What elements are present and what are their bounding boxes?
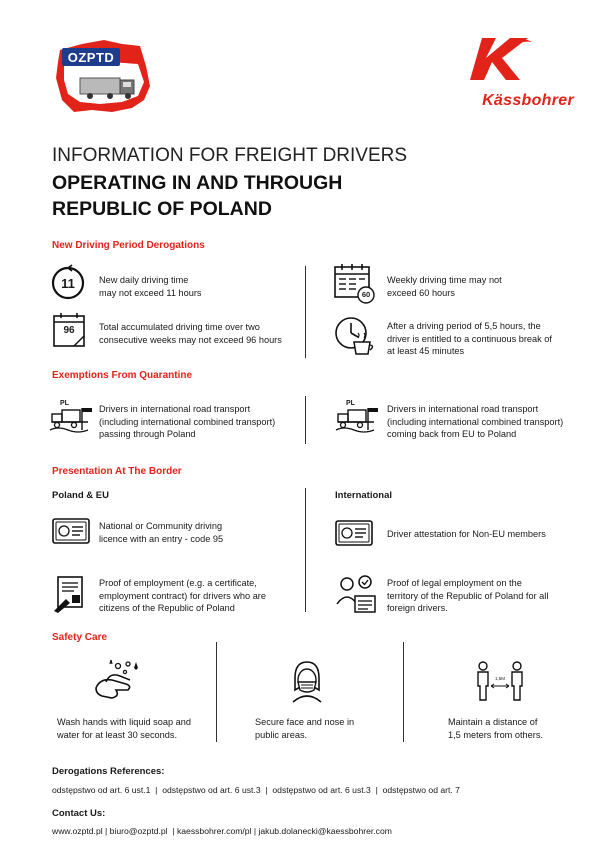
kassbohrer-k-icon [462, 36, 574, 84]
title-line-1: INFORMATION FOR FREIGHT DRIVERS [52, 145, 408, 166]
break-line-1: After a driving period of 5,5 hours, the [387, 321, 541, 331]
border-left-subheading: Poland & EU [52, 490, 110, 501]
licence-line-2: licence with an entry - code 95 [99, 533, 224, 544]
accum-line-1: Total accumulated driving time over two [99, 322, 260, 332]
derogations-heading: New Driving Period Derogations [52, 240, 205, 251]
quarantine-heading: Exemptions From Quarantine [52, 370, 193, 381]
kassbohrer-logo-text: Kässbohrer [482, 92, 574, 109]
quarantine-left-line-2: (including international combined transport) [99, 416, 276, 427]
wash-text [57, 716, 191, 741]
employment-document-icon [52, 575, 90, 613]
distance-line-1: Maintain a distance of [448, 717, 538, 727]
accum-text [99, 321, 282, 346]
calendar-60-icon [334, 263, 374, 303]
daily-line-2: may not exceed 11 hours [99, 287, 202, 298]
legal-employment-icon [335, 574, 377, 614]
break-text [387, 320, 552, 358]
coffee-break-icon [334, 316, 376, 358]
licence-text [99, 520, 223, 545]
wash-line-2: water for at least 30 seconds. [57, 729, 178, 740]
calendar-96-number: 96 [63, 325, 75, 336]
title-line-3: REPUBLIC OF POLAND [52, 198, 272, 220]
weekly-line-1: Weekly driving time may not [387, 275, 502, 285]
ozptd-logo [52, 38, 152, 116]
quarantine-right-line-1: Drivers in international road transport [387, 404, 539, 414]
daily-line-1: New daily driving time [99, 275, 189, 285]
calendar-96-icon [52, 312, 86, 348]
safety-divider-2 [403, 642, 404, 742]
weekly-text [387, 274, 502, 299]
clock-11-icon [50, 264, 86, 300]
pl-label-right: PL [346, 400, 355, 407]
attestation-text: Driver attestation for Non-EU members [387, 529, 546, 539]
attestation-card-icon [335, 520, 373, 546]
face-mask-icon [289, 660, 325, 702]
distance-label: 1,5M [494, 676, 505, 681]
weekly-line-2: exceed 60 hours [387, 287, 455, 298]
employment-line-1: Proof of employment (e.g. a certificate, [99, 578, 257, 588]
quarantine-right-text [387, 403, 563, 441]
quarantine-right-line-2: (including international combined transport) [387, 416, 564, 427]
face-text [255, 716, 354, 741]
legal-line-1: Proof of legal employment on the [387, 578, 522, 588]
border-right-subheading: International [335, 490, 393, 501]
calendar-number: 60 [361, 290, 371, 299]
quarantine-left-line-3: passing through Poland [99, 429, 196, 439]
licence-card-icon [52, 518, 90, 544]
social-distance-icon [475, 660, 525, 702]
kassbohrer-logo [462, 36, 574, 116]
derogations-divider [305, 266, 306, 358]
wash-line-1: Wash hands with liquid soap and [57, 717, 191, 727]
break-line-3: at least 45 minutes [387, 346, 465, 356]
legal-employment-text [387, 577, 548, 615]
title-line-2: OPERATING IN AND THROUGH [52, 172, 343, 194]
daily-text [99, 274, 201, 299]
clock-number: 11 [61, 276, 75, 291]
legal-line-3: foreign drivers. [387, 603, 448, 613]
face-line-2: public areas. [255, 729, 308, 740]
employment-line-3: citizens of the Republic of Poland [99, 603, 235, 613]
distance-text [448, 716, 543, 741]
accum-line-2: consecutive weeks may not exceed 96 hours [99, 334, 282, 345]
contact-text: www.ozptd.pl | biuro@ozptd.pl | kaessbohrer.com/pl | jakub.dolanecki@kaessbohrer.com [52, 826, 392, 836]
safety-heading: Safety Care [52, 632, 108, 643]
references-text: odstępstwo od art. 6 ust.1 | odstępstwo od art. 6 ust.3 | odstępstwo od art. 6 ust.3 | odstępstwo od art. 7 [52, 785, 460, 795]
ozptd-logo-text: OZPTD [67, 50, 115, 65]
contact-heading: Contact Us: [52, 808, 106, 819]
break-line-2: driver is entitled to a continuous break of [387, 333, 552, 344]
wash-hands-icon [92, 658, 142, 702]
face-line-1: Secure face and nose in [255, 717, 355, 727]
distance-line-2: 1,5 meters from others. [448, 729, 543, 740]
border-divider [305, 488, 306, 612]
references-heading: Derogations References: [52, 766, 165, 777]
employment-text [99, 577, 266, 615]
safety-divider-1 [216, 642, 217, 742]
quarantine-right-line-3: coming back from EU to Poland [387, 429, 517, 439]
legal-line-2: territory of the Republic of Poland for all [387, 590, 549, 601]
truck-border-icon [334, 400, 380, 436]
border-heading: Presentation At The Border [52, 466, 182, 477]
quarantine-divider [305, 396, 306, 444]
employment-line-2: employment contract) for drivers who are [99, 590, 266, 601]
truck-border-icon [48, 400, 94, 436]
quarantine-left-text [99, 403, 275, 441]
pl-label-left: PL [60, 400, 69, 407]
quarantine-left-line-1: Drivers in international road transport [99, 404, 251, 414]
licence-line-1: National or Community driving [99, 521, 223, 531]
